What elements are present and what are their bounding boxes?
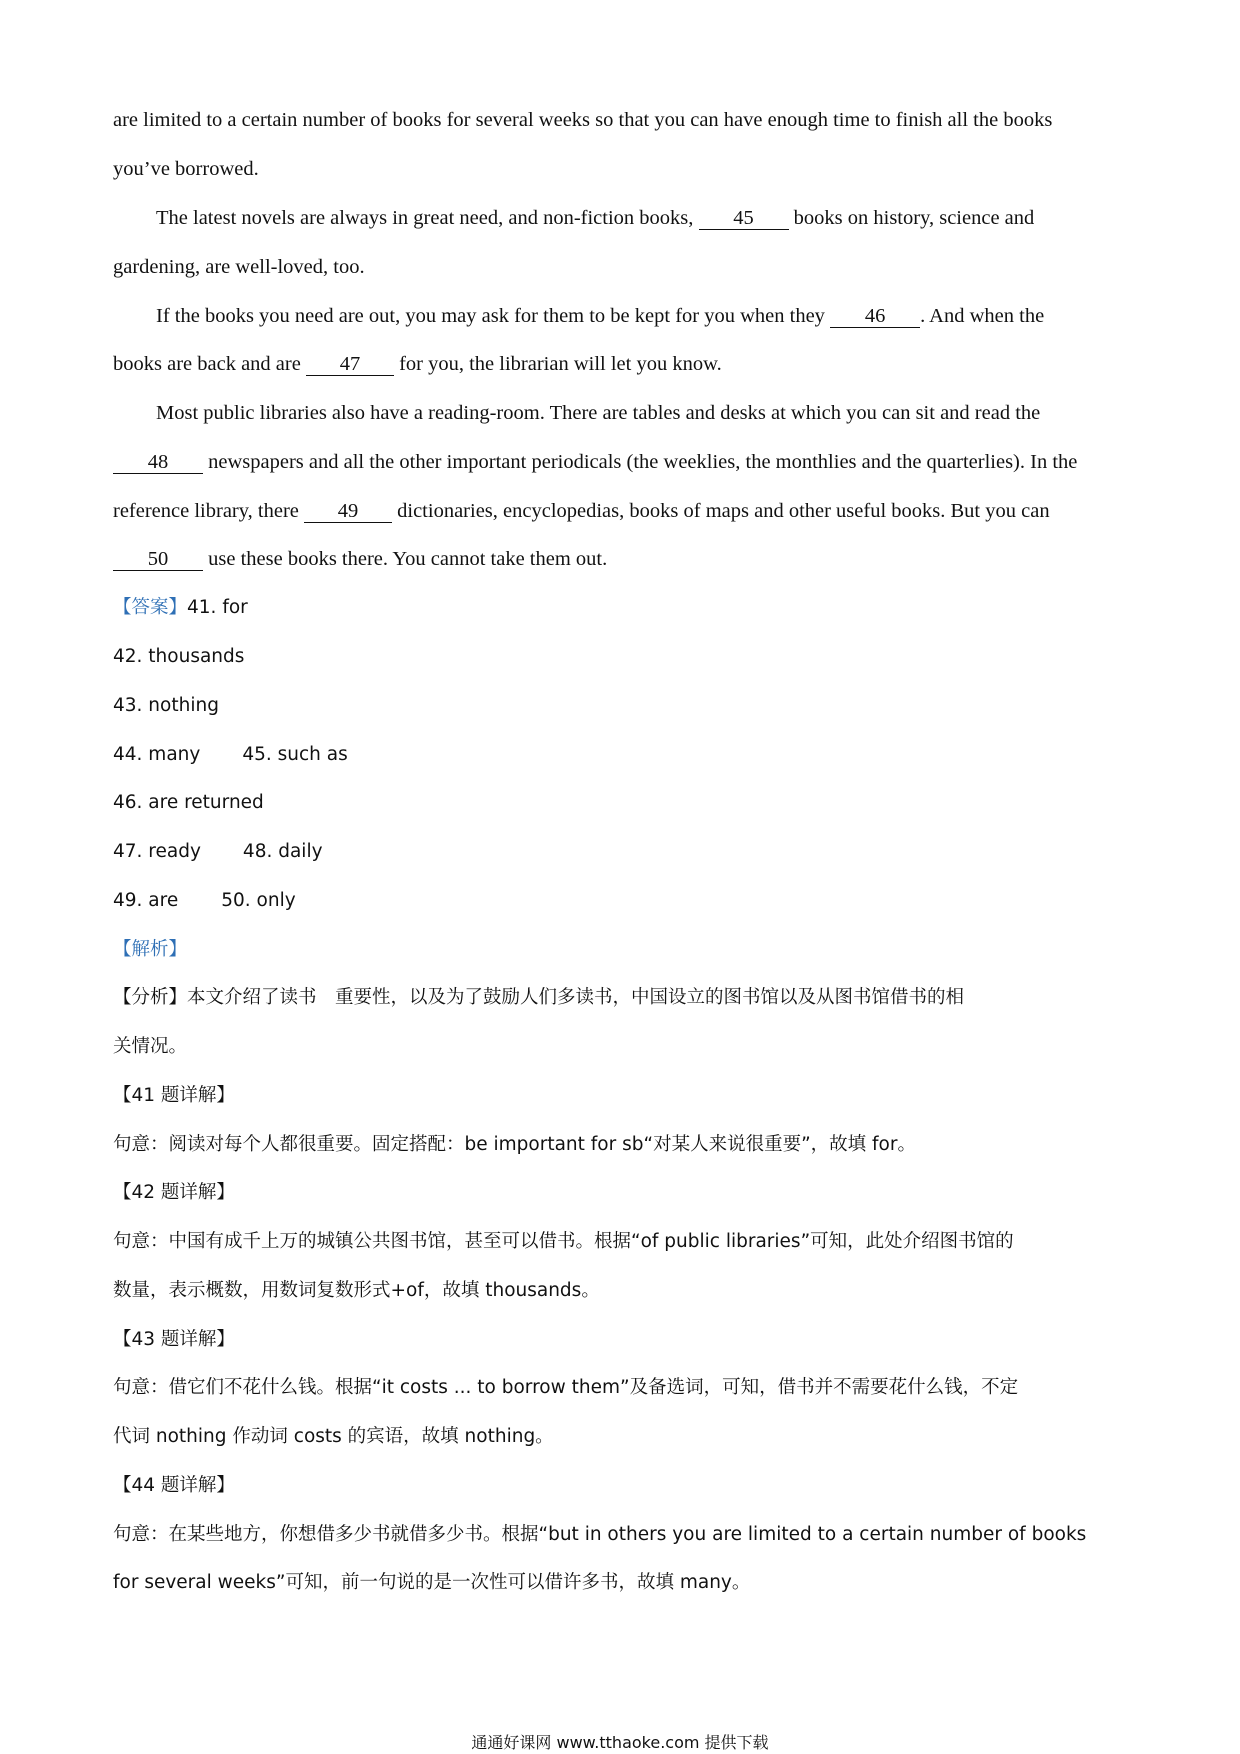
analysis-label: 【解析】 xyxy=(113,939,188,960)
passage-line xyxy=(113,448,1077,476)
passage-text: books are back and are xyxy=(113,353,301,375)
answer-label: 【答案】 xyxy=(113,597,188,618)
footer-credit: 通通好课网 www.tthaoke.com 提供下载 xyxy=(471,1733,769,1752)
blank-49: 49 xyxy=(304,500,392,523)
passage-text: books on history, science and xyxy=(793,207,1035,229)
passage-text: reference library, there xyxy=(113,500,299,522)
passage-text: use these books there. You cannot take them out. xyxy=(208,548,608,570)
question-detail-title: 【42 题详解】 xyxy=(113,1182,235,1203)
question-detail-title: 【41 题详解】 xyxy=(113,1085,235,1106)
passage-line: you’ve borrowed. xyxy=(113,158,259,180)
answer-48: 48. daily xyxy=(242,841,323,862)
blank-46: 46 xyxy=(830,305,920,328)
blank-45: 45 xyxy=(699,207,789,230)
question-detail-text: 句意：在某些地方，你想借多少书就借多少书。根据“but in others you are limited to a certain number of books xyxy=(113,1524,1087,1545)
passage-line xyxy=(113,545,607,573)
passage-line xyxy=(113,350,722,378)
passage-text: newspapers and all the other important periodicals (the weeklies, the monthlies and the quarterlies). In the xyxy=(208,451,1078,473)
passage-text: dictionaries, encyclopedias, books of maps and other useful books. But you can xyxy=(397,500,1050,522)
answer-line xyxy=(113,741,348,769)
passage-line xyxy=(156,302,1044,330)
passage-text: . And when the xyxy=(920,305,1045,327)
question-detail-text: 句意：借它们不花什么钱。根据“it costs ... to borrow them”及备选词，可知，借书并不需要花什么钱，不定 xyxy=(113,1377,1019,1398)
blank-50: 50 xyxy=(113,548,203,571)
passage-line xyxy=(156,204,1034,232)
analysis-summary: 关情况。 xyxy=(113,1036,188,1057)
question-detail-text: 数量，表示概数，用数词复数形式+of，故填 thousands。 xyxy=(113,1280,600,1301)
question-detail-text: 代词 nothing 作动词 costs 的宾语，故填 nothing。 xyxy=(113,1426,554,1447)
passage-line: Most public libraries also have a reading-room. There are tables and desks at which you can sit and read the xyxy=(156,402,1041,424)
passage-text: for you, the librarian will let you know. xyxy=(399,353,722,375)
passage-line: gardening, are well-loved, too. xyxy=(113,256,365,278)
analysis-summary: 【分析】本文介绍了读书 重要性，以及为了鼓励人们多读书，中国设立的图书馆以及从图书馆借书的相 xyxy=(113,987,965,1008)
passage-text: The latest novels are always in great need, and non-fiction books, xyxy=(156,207,694,229)
answer-45: 45. such as xyxy=(242,744,348,765)
answer-line xyxy=(113,887,296,915)
answer-49: 49. are xyxy=(113,890,179,911)
answer-46: 46. are returned xyxy=(113,792,264,813)
question-detail-title: 【44 题详解】 xyxy=(113,1475,235,1496)
passage-line xyxy=(113,497,1050,525)
answer-44: 44. many xyxy=(113,744,201,765)
passage-text: If the books you need are out, you may ask for them to be kept for you when they xyxy=(156,305,825,327)
blank-48: 48 xyxy=(113,451,203,474)
answer-41: 41. for xyxy=(187,597,248,618)
question-detail-text: 句意：阅读对每个人都很重要。固定搭配：be important for sb“对某人来说很重要”，故填 for。 xyxy=(113,1134,916,1155)
answer-50: 50. only xyxy=(221,890,296,911)
answer-42: 42. thousands xyxy=(113,646,245,667)
answer-line xyxy=(113,838,323,866)
question-detail-title: 【43 题详解】 xyxy=(113,1329,235,1350)
answer-43: 43. nothing xyxy=(113,695,219,716)
question-detail-text: for several weeks”可知，前一句说的是一次性可以借许多书，故填 many。 xyxy=(113,1572,751,1593)
answer-line xyxy=(113,594,248,622)
question-detail-text: 句意：中国有成千上万的城镇公共图书馆，甚至可以借书。根据“of public libraries”可知，此处介绍图书馆的 xyxy=(113,1231,1014,1252)
passage-line: are limited to a certain number of books for several weeks so that you can have enough time to finish all the books xyxy=(113,109,1053,131)
answer-47: 47. ready xyxy=(113,841,201,862)
blank-47: 47 xyxy=(306,353,394,376)
